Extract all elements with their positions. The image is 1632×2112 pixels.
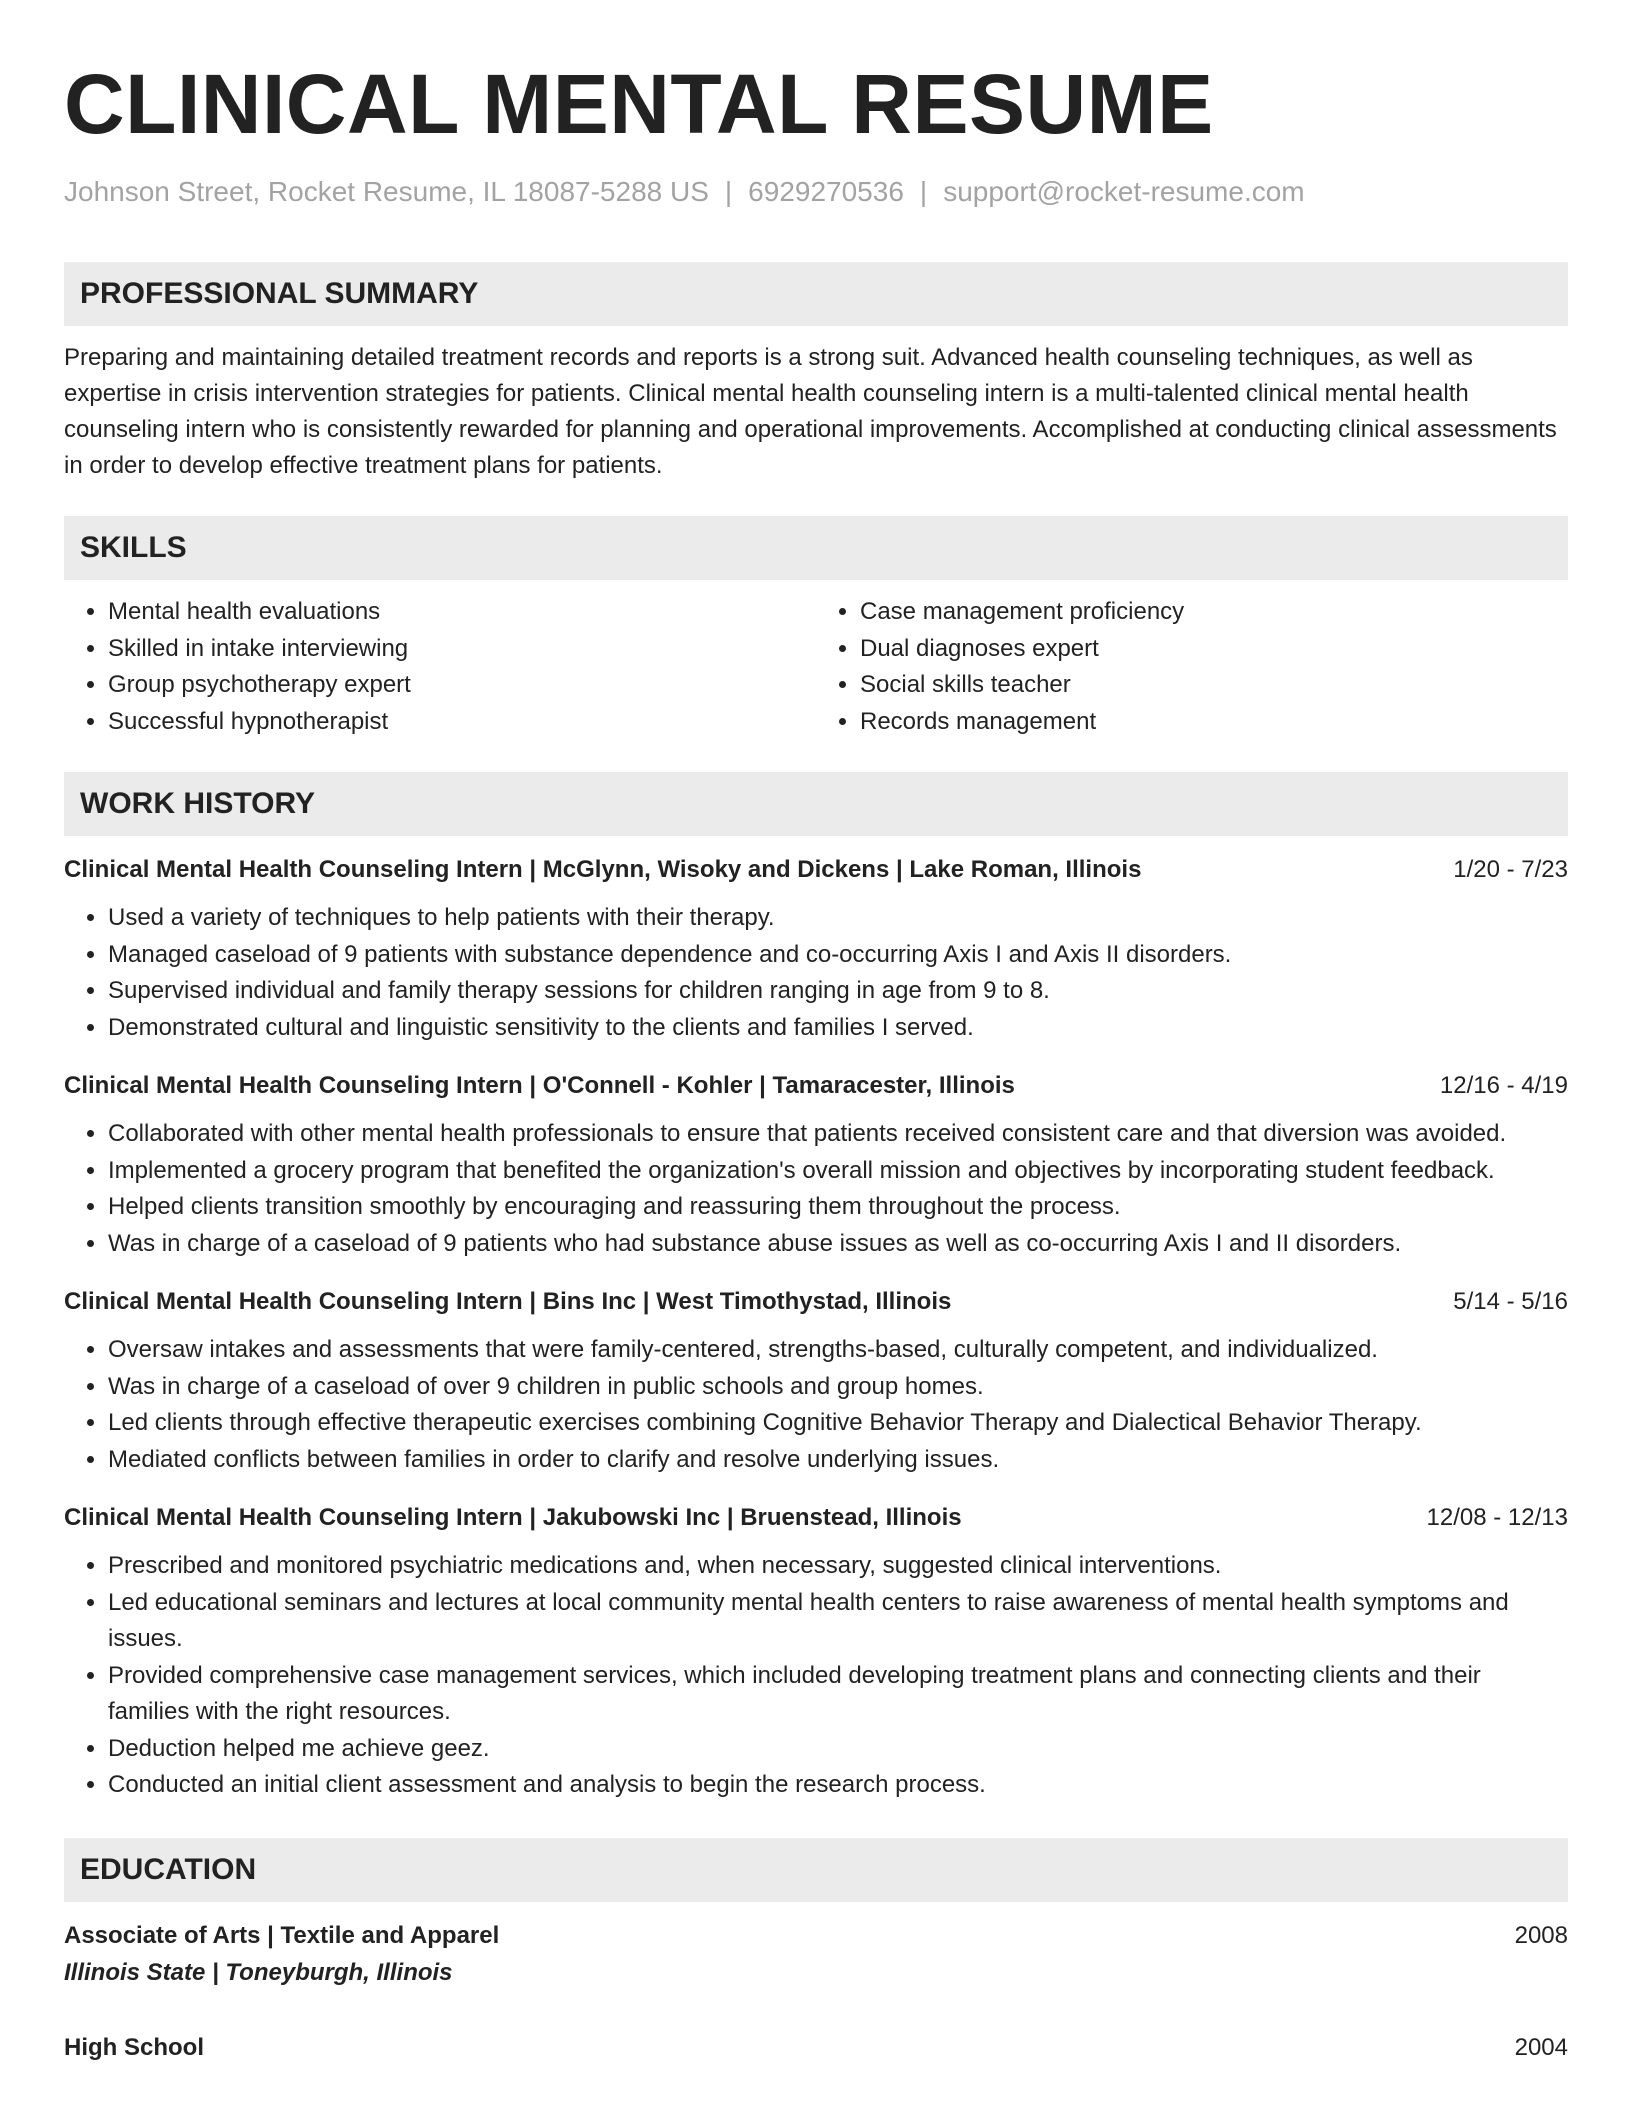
job-bullets — [64, 1548, 1568, 1804]
job-bullet: • Supervised individual and family therapy sessions for children ranging in age from 9 to 8. — [108, 973, 1568, 1010]
education-header — [64, 2030, 1568, 2066]
job-bullet: • Was in charge of a caseload of 9 patients who had substance abuse issues as well as co-occurring Axis I and II disorders. — [108, 1226, 1568, 1263]
education-heading: EDUCATION — [64, 1838, 1568, 1902]
education-year: 2004 — [1514, 2033, 1568, 2061]
education-year: 2008 — [1514, 1921, 1568, 1949]
job-entry — [64, 1500, 1568, 1804]
job-bullet: • Oversaw intakes and assessments that were family-centered, strengths-based, culturally competent, and individualized. — [108, 1332, 1568, 1369]
skill-item: • Case management proficiency — [860, 594, 1568, 631]
skill-item: • Successful hypnotherapist — [108, 704, 816, 741]
job-dates: 12/16 - 4/19 — [1439, 1072, 1568, 1099]
summary-heading: PROFESSIONAL SUMMARY — [64, 262, 1568, 326]
job-dates: 12/08 - 12/13 — [1426, 1504, 1568, 1531]
skill-item: • Group psychotherapy expert — [108, 667, 816, 704]
education-entry — [64, 2030, 1568, 2066]
job-bullets — [64, 1332, 1568, 1478]
job-title: Clinical Mental Health Counseling Intern | McGlynn, Wisoky and Dickens | Lake Roman, Illinois — [64, 856, 1142, 883]
job-bullet: • Managed caseload of 9 patients with substance dependence and co-occurring Axis I and Axis II disorders. — [108, 937, 1568, 974]
job-bullet: • Helped clients transition smoothly by encouraging and reassuring them throughout the process. — [108, 1189, 1568, 1226]
skills-column-right — [816, 594, 1568, 740]
job-header — [64, 1068, 1568, 1104]
job-bullet: • Provided comprehensive case management services, which included developing treatment plans and connecting clients and their families with the right resources. — [108, 1658, 1568, 1731]
job-bullets — [64, 900, 1568, 1046]
education-degree: High School — [64, 2033, 204, 2061]
skill-item: • Records management — [860, 704, 1568, 741]
job-dates: 5/14 - 5/16 — [1453, 1288, 1568, 1315]
job-entry — [64, 1068, 1568, 1262]
skill-item: • Dual diagnoses expert — [860, 631, 1568, 668]
job-bullet: • Led educational seminars and lectures at local community mental health centers to raise awareness of mental health symptoms and issues. — [108, 1585, 1568, 1658]
job-dates: 1/20 - 7/23 — [1453, 856, 1568, 883]
job-header — [64, 852, 1568, 888]
contact-line — [64, 174, 1568, 210]
job-bullet: • Used a variety of techniques to help patients with their therapy. — [108, 900, 1568, 937]
job-bullet: • Demonstrated cultural and linguistic sensitivity to the clients and families I served. — [108, 1010, 1568, 1047]
contact-phone: 6929270536 — [748, 176, 904, 207]
education-school: Illinois State | Toneyburgh, Illinois — [64, 1958, 453, 1986]
job-title: Clinical Mental Health Counseling Intern | O'Connell - Kohler | Tamaracester, Illinois — [64, 1072, 1015, 1099]
job-bullet: • Conducted an initial client assessment and analysis to begin the research process. — [108, 1767, 1568, 1804]
education-header — [64, 1918, 1568, 1954]
job-entry — [64, 852, 1568, 1046]
contact-email: support@rocket-resume.com — [943, 176, 1305, 207]
contact-separator: | — [724, 176, 733, 207]
job-title: Clinical Mental Health Counseling Intern | Bins Inc | West Timothystad, Illinois — [64, 1288, 952, 1315]
education-degree: Associate of Arts | Textile and Apparel — [64, 1921, 500, 1949]
job-header — [64, 1500, 1568, 1536]
contact-separator: | — [919, 176, 928, 207]
contact-address: Johnson Street, Rocket Resume, IL 18087-5288 US — [64, 176, 709, 207]
job-bullet: • Mediated conflicts between families in order to clarify and resolve underlying issues. — [108, 1442, 1568, 1479]
skills-heading: SKILLS — [64, 516, 1568, 580]
job-bullet: • Collaborated with other mental health professionals to ensure that patients received consistent care and that diversion was avoided. — [108, 1116, 1568, 1153]
job-bullet: • Was in charge of a caseload of over 9 children in public schools and group homes. — [108, 1369, 1568, 1406]
job-entry — [64, 1284, 1568, 1478]
job-bullet: • Led clients through effective therapeutic exercises combining Cognitive Behavior Therapy and Dialectical Behavior Therapy. — [108, 1405, 1568, 1442]
job-bullet: • Prescribed and monitored psychiatric medications and, when necessary, suggested clinical interventions. — [108, 1548, 1568, 1585]
job-header — [64, 1284, 1568, 1320]
summary-text: Preparing and maintaining detailed treatment records and reports is a strong suit. Advanced health counseling techniques, as well as expertise in crisis intervention strategies for patients. Clinical mental health counseling intern is a multi-talented clinical mental health counseling intern who is consistently rewarded for planning and operational improvements. Accomplished at conducting clinical assessments in order to develop effective treatment plans for patients. — [64, 344, 1557, 479]
job-bullets — [64, 1116, 1568, 1262]
job-title: Clinical Mental Health Counseling Intern | Jakubowski Inc | Bruenstead, Illinois — [64, 1504, 962, 1531]
work-history-heading: WORK HISTORY — [64, 772, 1568, 836]
job-bullet: • Implemented a grocery program that benefited the organization's overall mission and objectives by incorporating student feedback. — [108, 1153, 1568, 1190]
skill-item: • Social skills teacher — [860, 667, 1568, 704]
skills-list — [64, 594, 1568, 740]
education-entry — [64, 1918, 1568, 1992]
skill-item: • Skilled in intake interviewing — [108, 631, 816, 668]
job-bullet: • Deduction helped me achieve geez. — [108, 1731, 1568, 1768]
skill-item: • Mental health evaluations — [108, 594, 816, 631]
skills-column-left — [64, 594, 816, 740]
resume-name: CLINICAL MENTAL RESUME — [64, 57, 1214, 151]
